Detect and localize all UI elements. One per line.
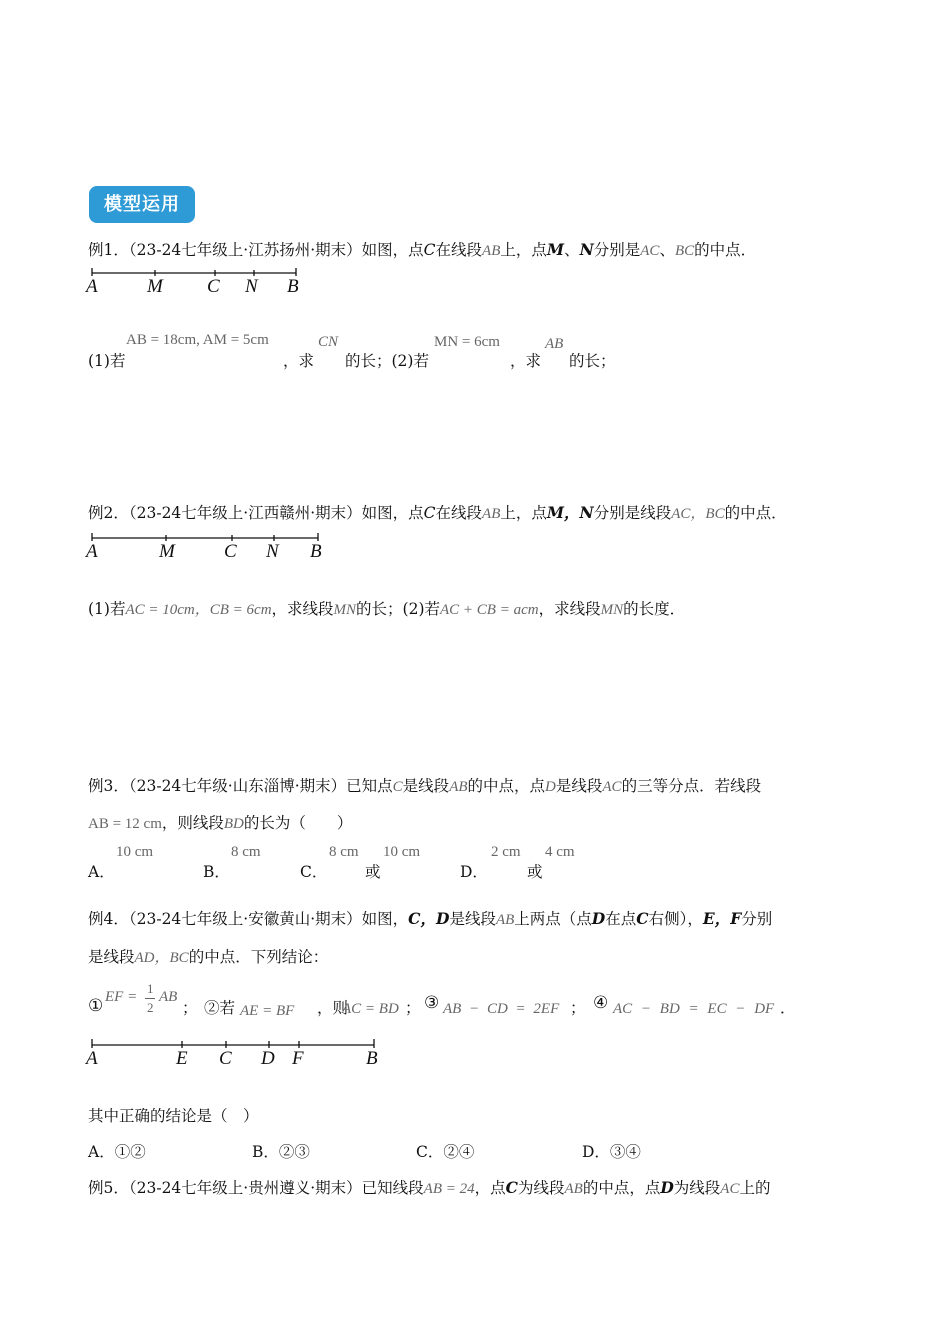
ex2-q-math: MN (600, 602, 624, 618)
ex4-point-c: C (636, 909, 649, 928)
ex4-c3-sep: ； (570, 999, 586, 1017)
ex3-option-b-letter[interactable]: B． (203, 863, 230, 881)
ex4-c4-math: AC − BD = EC − DF (613, 1001, 775, 1017)
ex4-c1-mark: ① (88, 996, 104, 1016)
ex2-q-math: AC + CB = acm (440, 602, 539, 618)
ex4-label-c: C (219, 1048, 232, 1069)
ex3-option-d-or: 或 (527, 863, 543, 881)
ex3-text: 是线段 (555, 777, 603, 795)
ex2-label-n: N (266, 541, 279, 562)
ex1-q1-target: CN (318, 334, 339, 350)
ex3-math: AB (449, 779, 468, 795)
ex3-text: 的三等分点．若线段 (621, 777, 762, 795)
ex5-math: AB = 24 (423, 1181, 475, 1197)
ex1-text: 例1．（23-24七年级上·江苏扬州·期末）如图，点 (88, 241, 424, 259)
ex1-label-b: B (287, 276, 299, 297)
ex3-math: AB = 12 cm (88, 816, 162, 832)
ex4-points-ef: E，F (702, 909, 742, 928)
ex1-math: AC (640, 243, 660, 259)
ex4-label-e: E (176, 1048, 188, 1069)
ex3-option-c1[interactable]: 8 cm (329, 844, 359, 860)
ex1-segment-diagram (92, 268, 296, 276)
ex2-text: 的中点． (724, 504, 787, 522)
ex1-point-n: N (579, 240, 594, 259)
ex2-text: 在线段 (435, 504, 483, 522)
ex3-text: 的长为（ ） (243, 814, 353, 832)
ex1-point-c: C (423, 241, 436, 259)
ex2-q-text: 的长；(2)若 (356, 600, 441, 618)
ex4-option-b[interactable]: B．②③ (252, 1143, 310, 1161)
ex1-text: 上，点 (500, 241, 547, 259)
ex2-question (88, 597, 685, 619)
ex3-option-a-letter[interactable]: A． (88, 863, 115, 881)
ex1-label-c: C (207, 276, 220, 297)
ex3-option-c-or: 或 (365, 863, 381, 881)
ex3-text: 例3．（23-24七年级·山东淄博·期末）已知点 (88, 777, 393, 795)
ex4-label-b: B (366, 1048, 378, 1069)
ex4-text: 是线段 (88, 948, 135, 966)
ex3-option-c2[interactable]: 10 cm (383, 844, 421, 860)
ex1-text: 分别是 (593, 241, 641, 259)
ex4-label-f: F (292, 1048, 304, 1069)
ex1-q1-math: AB = 18cm, AM = 5cm (126, 332, 269, 348)
ex4-c1-num: 1 (147, 981, 154, 996)
ex4-text: 分别 (741, 910, 773, 928)
ex1-point-m: M (546, 240, 565, 259)
ex3-text: 的中点，点 (467, 777, 546, 795)
ex2-text: 上，点 (500, 504, 547, 522)
ex1-q1-prefix: (1)若 (88, 352, 126, 370)
ex1-q2-mid: ，求 (510, 352, 542, 370)
ex4-point-d: D (591, 909, 606, 928)
example-4-line2 (88, 945, 328, 967)
section-badge: 模型运用 (89, 186, 195, 223)
ex4-c1-den: 2 (147, 1000, 154, 1015)
ex2-q-text: ，求线段 (271, 600, 334, 618)
ex3-math: AC (602, 779, 622, 795)
ex4-math: AB (495, 912, 515, 928)
ex2-label-b: B (310, 541, 322, 562)
ex1-q1-suffix: 的长；(2)若 (345, 352, 429, 370)
ex2-q-math: AC = 10cm，CB = 6cm (125, 602, 272, 618)
ex1-q2-math: MN = 6cm (434, 334, 500, 350)
ex1-q2-target: AB (545, 336, 564, 352)
ex1-math: AB (482, 243, 501, 259)
ex3-option-d2[interactable]: 4 cm (545, 844, 575, 860)
ex1-text: 的中点． (694, 241, 757, 259)
ex4-c2-cond: AE = BF (240, 1003, 295, 1019)
ex4-option-c[interactable]: C．②④ (416, 1143, 475, 1161)
ex5-text: 例5．（23-24七年级上·贵州遵义·期末）已知线段 (88, 1179, 424, 1197)
ex2-math: AC，BC (671, 506, 725, 522)
ex4-math: AD，BC (134, 950, 189, 966)
ex2-label-a: A (86, 541, 98, 562)
ex2-text: 例2．（23-24七年级上·江西赣州·期末）如图，点 (88, 504, 424, 522)
example-4-statement (88, 907, 772, 929)
ex4-c3-math: AB − CD = 2EF (443, 1001, 560, 1017)
ex5-text: 为线段 (673, 1179, 721, 1197)
ex4-text: 的中点．下列结论： (188, 948, 329, 966)
ex3-option-a[interactable]: 10 cm (116, 844, 154, 860)
ex3-math: C (392, 779, 403, 795)
ex5-math: AB (564, 1181, 583, 1197)
ex1-label-m: M (147, 276, 163, 297)
ex1-q1-mid: ，求 (283, 352, 315, 370)
example-5-statement (88, 1176, 770, 1198)
ex4-label-d: D (261, 1048, 275, 1069)
ex2-q-text: (1)若 (88, 600, 126, 618)
ex4-text: 在点 (605, 910, 637, 928)
ex2-text: 分别是线段 (593, 504, 672, 522)
ex4-c4-mark: ④ (593, 993, 609, 1013)
ex4-c1-rhs: AB (159, 989, 178, 1005)
example-2-statement (88, 501, 787, 523)
ex5-text: 上的 (739, 1179, 771, 1197)
ex4-c1-sep: ； (182, 999, 198, 1017)
ex5-text: 为线段 (517, 1179, 565, 1197)
ex4-text: 右侧）， (648, 910, 703, 928)
ex2-math: AB (482, 506, 501, 522)
ex4-c2-mark: ②若 (204, 999, 236, 1017)
ex4-c3-mark: ③ (424, 993, 440, 1013)
ex5-math: AC (720, 1181, 740, 1197)
ex5-point-d: D (660, 1178, 674, 1197)
ex1-text: 、 (659, 241, 675, 259)
ex2-label-m: M (159, 541, 175, 562)
ex2-label-c: C (224, 541, 237, 562)
ex3-option-c-letter[interactable]: C． (300, 863, 328, 881)
ex1-text: 、 (564, 241, 580, 259)
ex1-q2-suffix: 的长； (569, 352, 616, 370)
ex3-math: BD (223, 816, 244, 832)
ex4-option-d[interactable]: D．③④ (582, 1143, 641, 1161)
ex2-q-text: 的长度． (623, 600, 686, 618)
ex2-q-text: ，求线段 (538, 600, 601, 618)
ex2-point-c: C (423, 504, 436, 522)
example-3-statement (88, 774, 761, 796)
ex2-segment-diagram (92, 533, 318, 541)
ex4-c1-lhs: EF = (105, 989, 138, 1005)
ex5-point-c: C (505, 1178, 518, 1197)
ex1-text: 在线段 (435, 241, 483, 259)
ex4-text: 上两点（点 (514, 910, 592, 928)
ex3-text: 是线段 (402, 777, 450, 795)
ex4-question: 其中正确的结论是（ ） (88, 1107, 259, 1125)
ex3-option-b[interactable]: 8 cm (231, 844, 261, 860)
ex1-label-a: A (86, 276, 98, 297)
ex4-text: 是线段 (449, 910, 496, 928)
ex4-text: 例4．（23-24七年级上·安徽黄山·期末）如图， (88, 910, 409, 928)
ex4-c2-res: AC = BD (342, 1001, 399, 1017)
ex3-math: D (545, 779, 556, 795)
ex3-option-d1[interactable]: 2 cm (491, 844, 521, 860)
ex2-q-math: MN (333, 602, 357, 618)
ex3-text: ，则线段 (161, 814, 224, 832)
ex5-text: ，点 (474, 1179, 506, 1197)
ex4-c2-then: ，则 (317, 999, 349, 1017)
ex4-c4-end: ． (780, 999, 796, 1017)
ex2-points-mn: M，N (546, 503, 594, 522)
ex4-segment-diagram (92, 1039, 374, 1048)
ex4-points-cd: C，D (408, 909, 450, 928)
ex4-option-a[interactable]: A．①② (88, 1143, 146, 1161)
ex4-c2-sep: ； (405, 999, 421, 1017)
ex1-label-n: N (245, 276, 258, 297)
ex3-option-d-letter[interactable]: D． (460, 863, 488, 881)
ex5-text: 的中点，点 (582, 1179, 661, 1197)
ex4-label-a: A (86, 1048, 98, 1069)
ex1-math: BC (674, 243, 695, 259)
example-3-line2 (88, 811, 352, 833)
ex4-c1-fraction-bar (145, 998, 155, 999)
